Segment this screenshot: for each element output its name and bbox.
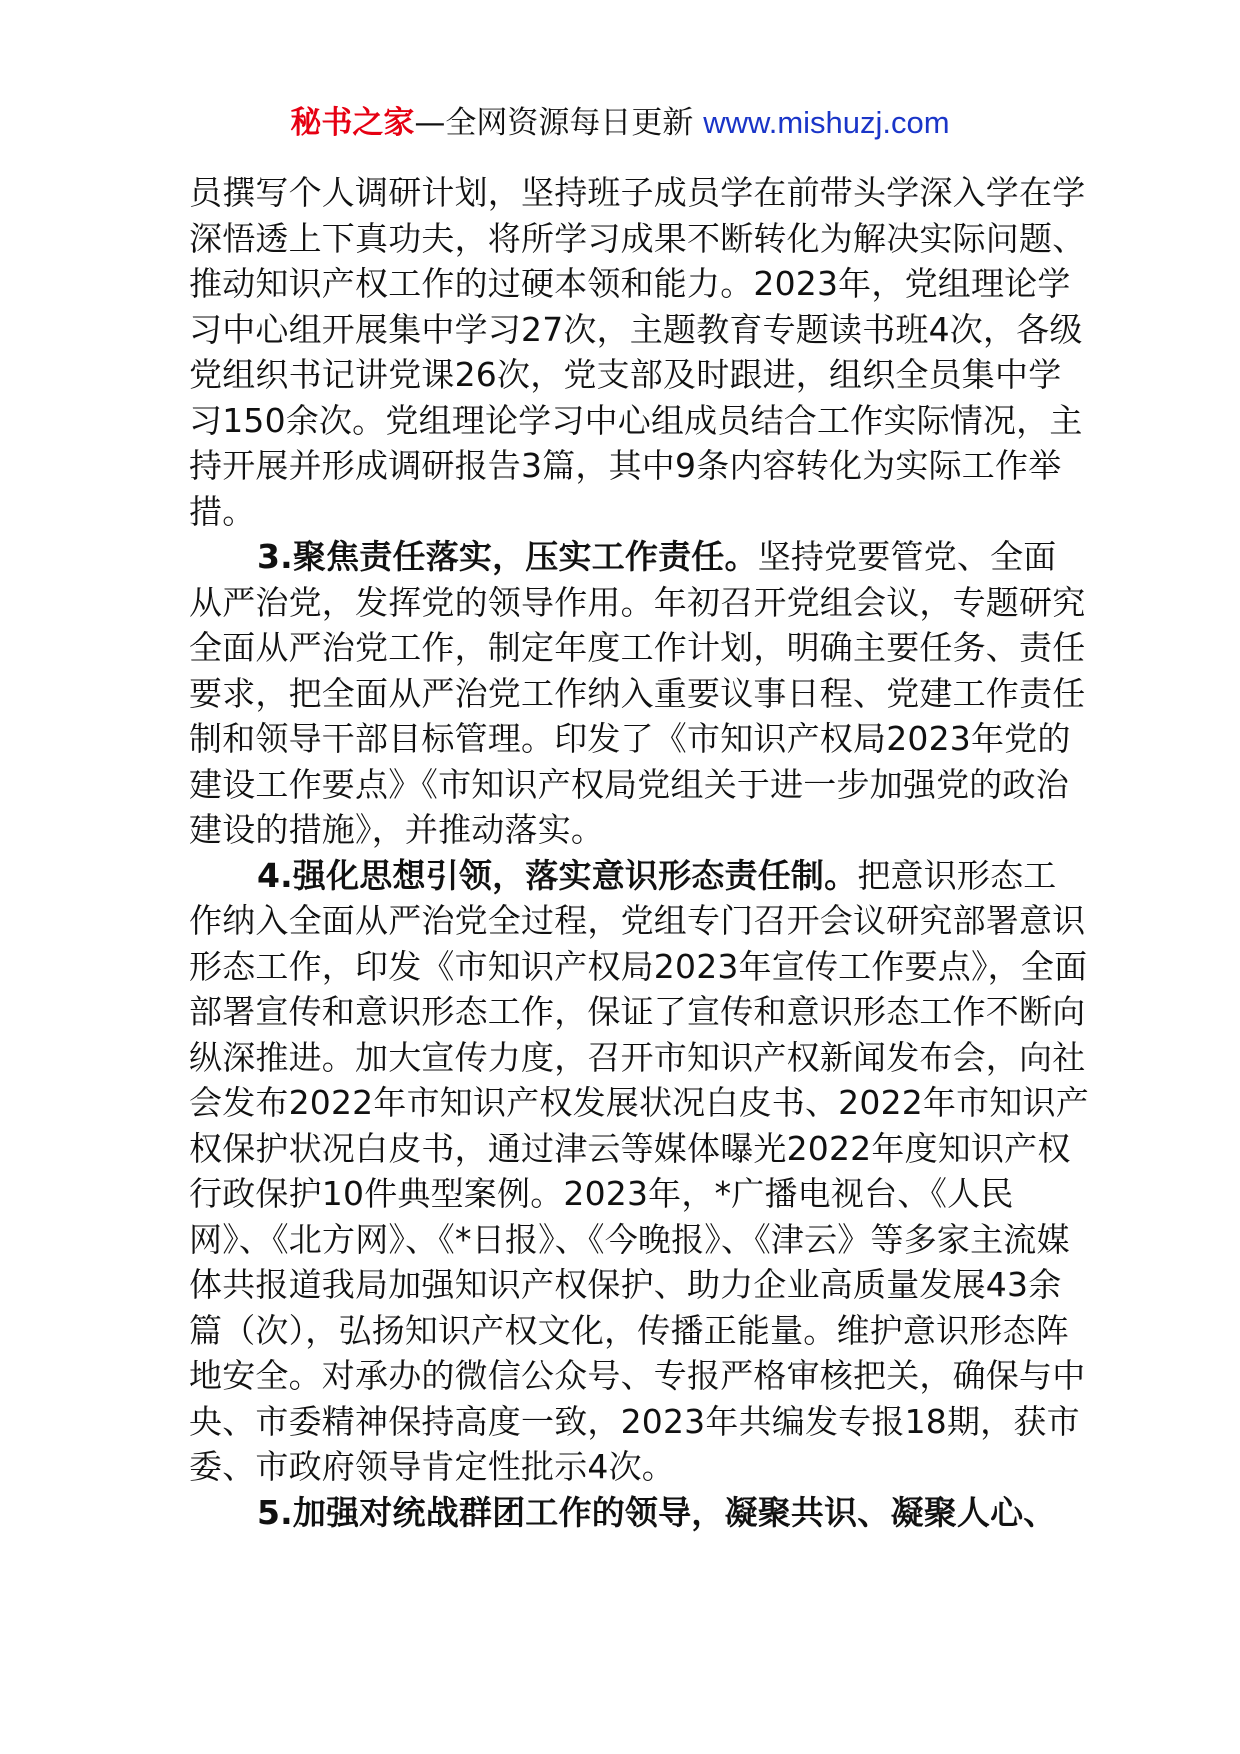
paragraph-text: 把意识形态工作纳入全面从严治党全过程，党组专门召开会议研究部署意识形态工作，印发《市知识产权局2023年宣传工作要点》，全面部署宣传和意识形态工作，保证了宣传和意识形态工作不断向纵深推进。加大宣传力度，召开市知识产权新闻发布会，向社会发布2022年市知识产权发展状况白皮书、2022年市知识产权保护状况白皮书，通过津云等媒体曝光2022年度知识产权行政保护10件典型案例。2023年，*广播电视台、《人民网》、《北方网》、《*日报》、《今晚报》、《津云》等多家主流媒体共报道我局加强知识产权保护、助力企业高质量发展43余篇（次），弘扬知识产权文化，传播正能量。维护意识形态阵地安全。对承办的微信公众号、专报严格审核把关，确保与中央、市委精神保持高度一致，2023年共编发专报18期，获市委、市政府领导肯定性批示4次。 [189,855,1089,1486]
document-body [189,170,1089,1535]
paragraph-continued [189,170,1089,534]
paragraph-section-3 [189,534,1089,853]
brand-name: 秘书之家 [290,105,415,141]
site-header [0,101,1240,145]
header-tagline: —全网资源每日更新 [414,105,694,141]
paragraph-text: 员撰写个人调研计划，坚持班子成员学在前带头学深入学在学深悟透上下真功夫，将所学习成果不断转化为解决实际问题、推动知识产权工作的过硬本领和能力。2023年，党组理论学习中心组开展集中学习27次，主题教育专题读书班4次，各级党组织书记讲党课26次，党支部及时跟进，组织全员集中学习150余次。党组理论学习中心组成员结合工作实际情况，主持开展并形成调研报告3篇，其中9条内容转化为实际工作举措。 [189,173,1086,531]
paragraph-section-5 [189,1490,1089,1536]
paragraph-text: 坚持党要管党、全面从严治党，发挥党的领导作用。年初召开党组会议，专题研究全面从严治党工作，制定年度工作计划，明确主要任务、责任要求，把全面从严治党工作纳入重要议事日程、党建工作责任制和领导干部目标管理。印发了《市知识产权局2023年党的建设工作要点》《市知识产权局党组关于进一步加强党的政治建设的措施》，并推动落实。 [189,537,1086,849]
section-4-heading: 4.强化思想引领，落实意识形态责任制。 [257,855,858,895]
section-5-heading: 5.加强对统战群团工作的领导，凝聚共识、凝聚人心、 [257,1492,1057,1532]
site-url-link[interactable]: www.mishuzj.com [703,105,950,140]
section-3-heading: 3.聚焦责任落实，压实工作责任。 [257,537,758,576]
paragraph-section-4 [189,853,1089,1490]
